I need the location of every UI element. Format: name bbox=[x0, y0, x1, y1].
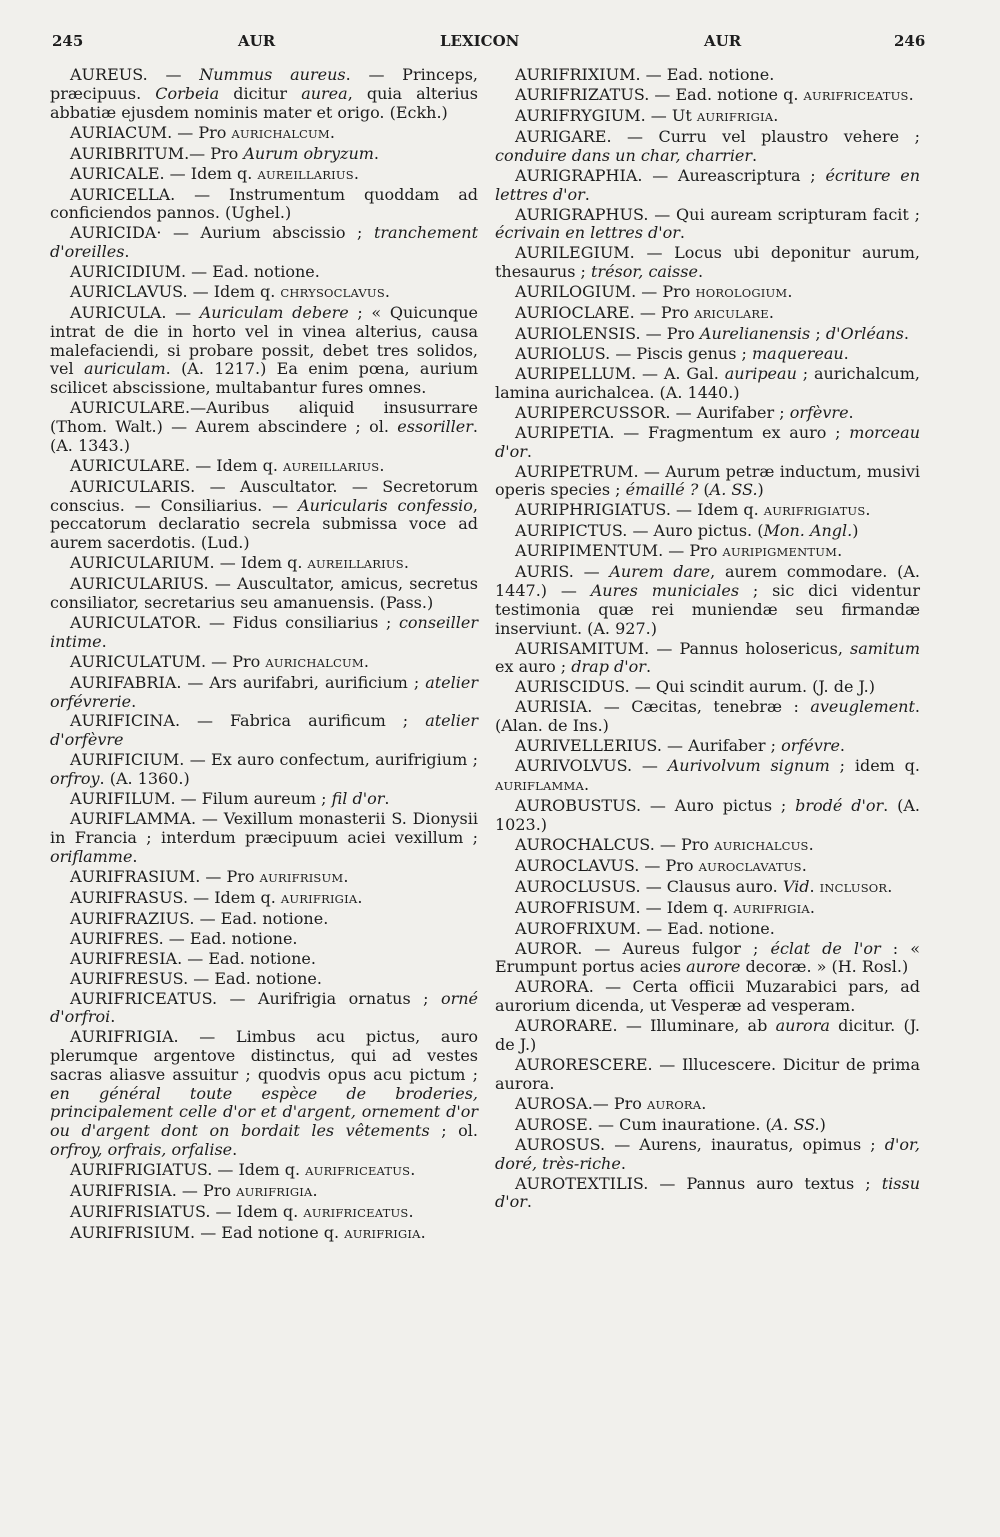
dictionary-entry: AURISIA. — Cæcitas, tenebræ : aveuglement. (Alan. de Ins.) bbox=[495, 697, 920, 736]
dictionary-entry: AURICULARIUM. — Idem q. AUREILLARIUS. bbox=[70, 553, 409, 573]
dictionary-entry: AURICULARE.—Auribus aliquid insusurrare (Thom. Walt.) — Aurem abscindere ; ol. essoriller. (A. 1343.) bbox=[50, 398, 478, 455]
dictionary-entry: AURISAMITUM. — Pannus holosericus, samitum ex auro ; drap d'or. bbox=[495, 638, 920, 677]
dictionary-entry: AURIFRIXIUM. — Ead. notione. bbox=[515, 65, 775, 84]
dictionary-entry: AURILOGIUM. — Pro HOROLOGIUM. bbox=[515, 282, 793, 302]
dictionary-entry: AURIFRISIUM. — Ead notione q. AURIFRIGIA. bbox=[70, 1223, 426, 1243]
dictionary-entry: AURIFABRIA. — Ars aurifabri, aurificium ; atelier orfévrerie. bbox=[50, 672, 478, 711]
left-column bbox=[50, 66, 478, 1245]
dictionary-entry: AUROCLAVUS. — Pro AUROCLAVATUS. bbox=[515, 855, 807, 875]
dictionary-entry: AURORARE. — Illuminare, ab aurora dicitur. (J. de J.) bbox=[495, 1016, 921, 1055]
dictionary-entry: AUROSUS. — Aurens, inauratus, opimus ; d'or, doré, très-riche. bbox=[495, 1134, 920, 1173]
dictionary-entry: AURICULARIUS. — Auscultator, amicus, secretus consiliator, secretarius seu amanuensis. (Pass.) bbox=[50, 574, 478, 612]
guide-word-right: AUR bbox=[704, 32, 742, 50]
dictionary-entry: AURIPETIA. — Fragmentum ex auro ; morceau d'or. bbox=[495, 422, 920, 461]
dictionary-entry: AURICULATUM. — Pro AURICHALCUM. bbox=[70, 651, 369, 671]
dictionary-entry: AURIBRITUM.— Pro Aurum obryzum. bbox=[70, 143, 380, 163]
dictionary-entry: AURIFRISIATUS. — Idem q. AURIFRICEATUS. bbox=[70, 1202, 414, 1222]
dictionary-entry: AURIOCLARE. — Pro ARICULARE. bbox=[515, 303, 774, 323]
dictionary-entry: AUROFRIXUM. — Ead. notione. bbox=[515, 918, 775, 938]
dictionary-entry: AURIFICINA. — Fabrica aurificum ; atelier d'orfèvre bbox=[50, 711, 478, 750]
dictionary-entry: AURICIDA· — Aurium abscissio ; tranchement d'oreilles. bbox=[50, 223, 478, 262]
dictionary-entry: AURISCIDUS. — Qui scindit aurum. (J. de J.) bbox=[515, 677, 876, 697]
dictionary-entry: AURIGRAPHUS. — Qui auream scripturam facit ; écrivain en lettres d'or. bbox=[495, 204, 920, 243]
dictionary-entry: AURICALE. — Idem q. AUREILLARIUS. bbox=[70, 163, 359, 183]
dictionary-entry: AUREUS. — Nummus aureus. — Princeps, præcipuus. Corbeia dicitur aurea, quia alterius abbatiæ ejusdem nominis mater et origo. (Eckh.) bbox=[50, 65, 479, 122]
dictionary-entry: AURIPICTUS. — Auro pictus. (Mon. Angl.) bbox=[515, 521, 859, 541]
right-column bbox=[495, 66, 920, 1213]
dictionary-entry: AURIVELLERIUS. — Aurifaber ; orfévre. bbox=[515, 736, 845, 756]
page-number-left: 245 bbox=[52, 32, 84, 50]
dictionary-entry: AURIFRASIUM. — Pro AURIFRISUM. bbox=[70, 866, 349, 886]
dictionary-entry: AURIOLENSIS. — Pro Aurelianensis ; d'Orléans. bbox=[515, 324, 909, 344]
dictionary-entry: AURIS. — Aurem dare, aurem commodare. (A. 1447.) — Aures municiales ; sic dici videntur testimonia quæ rei muniendæ seu firmandæ inserviunt. (A. 927.) bbox=[495, 562, 921, 638]
dictionary-entry: AURICULA. — Auriculam debere ; « Quicunque intrat de die in horto vel in vinea alterius, causa malefaciendi, si probare possit, debet tres solidos, vel auriculam. (A. 1217.) Ea enim pœna, aurium scilicet abscissione, multabantur fures omnes. bbox=[50, 303, 479, 398]
dictionary-entry: AURIFRAZIUS. — Ead. notione. bbox=[70, 908, 329, 928]
dictionary-entry: AURIFRIGIATUS. — Idem q. AURIFRICEATUS. bbox=[70, 1160, 416, 1180]
dictionary-entry: AURIFRISIA. — Pro AURIFRIGIA. bbox=[70, 1181, 318, 1201]
dictionary-entry: AUROSE. — Cum inauratione. (A. SS.) bbox=[515, 1114, 826, 1134]
dictionary-entry: AURIOLUS. — Piscis genus ; maquereau. bbox=[515, 344, 849, 364]
running-title: LEXICON bbox=[440, 32, 520, 50]
dictionary-entry: AUROFRISUM. — Idem q. AURIFRIGIA. bbox=[515, 897, 815, 917]
dictionary-entry: AURIFICIUM. — Ex auro confectum, aurifrigium ; orfroy. (A. 1360.) bbox=[50, 750, 478, 789]
dictionary-entry: AUROCHALCUS. — Pro AURICHALCUS. bbox=[515, 834, 814, 854]
dictionary-entry: AURICULARE. — Idem q. AUREILLARIUS. bbox=[70, 455, 385, 475]
dictionary-entry: AURILEGIUM. — Locus ubi deponitur aurum, thesaurus ; trésor, caisse. bbox=[495, 243, 920, 282]
dictionary-entry: AURIFRICEATUS. — Aurifrigia ornatus ; orné d'orfroi. bbox=[50, 988, 478, 1027]
dictionary-entry: AURIFRIZATUS. — Ead. notione q. AURIFRICEATUS. bbox=[515, 84, 914, 104]
dictionary-entry: AURIFLAMMA. — Vexillum monasterii S. Dionysii in Francia ; interdum præcipuum aciei vexillum ; oriflamme. bbox=[50, 809, 478, 866]
dictionary-entry: AURIGRAPHIA. — Aureascriptura ; écriture en lettres d'or. bbox=[495, 165, 920, 204]
dictionary-entry: AURICLAVUS. — Idem q. CHRYSOCLAVUS. bbox=[70, 282, 390, 302]
dictionary-entry: AURICULATOR. — Fidus consiliarius ; conseiller intime. bbox=[50, 612, 478, 651]
dictionary-entry: AURICELLA. — Instrumentum quoddam ad conficiendos pannos. (Ughel.) bbox=[50, 184, 478, 223]
dictionary-entry: AUROTEXTILIS. — Pannus auro textus ; tissu d'or. bbox=[495, 1173, 920, 1212]
dictionary-entry: AUROSA.— Pro AURORA. bbox=[515, 1093, 707, 1113]
dictionary-entry: AURIFRIGIA. — Limbus acu pictus, auro plerumque argentove distinctus, qui ad vestes sacras aliasve assuitur ; quodvis opus acu pictum ; en général toute espèce de broderies, principalement celle d'or et d'argent, ornement d'or ou d'argent dont on bordait les vêtements ; ol. orfroy, orfrais, orfalise. bbox=[50, 1027, 478, 1160]
dictionary-entry: AURICIDIUM. — Ead. notione. bbox=[70, 262, 320, 282]
guide-word-left: AUR bbox=[238, 32, 276, 50]
dictionary-entry: AURIFRESIA. — Ead. notione. bbox=[70, 948, 316, 968]
dictionary-entry: AUROR. — Aureus fulgor ; éclat de l'or : « Erumpunt portus acies aurore decoræ. » (H. Rosl.) bbox=[495, 938, 921, 977]
dictionary-entry: AURIACUM. — Pro AURICHALCUM. bbox=[70, 122, 335, 142]
dictionary-entry: AURIPIMENTUM. — Pro AURIPIGMENTUM. bbox=[515, 541, 843, 561]
dictionary-entry: AURICULARIS. — Auscultator. — Secretorum conscius. — Consiliarius. — Auricularis confessio, peccatorum declaratio secrela submissa voce ad aurem sacerdotis. (Lud.) bbox=[50, 476, 479, 553]
dictionary-entry: AURIFILUM. — Filum aureum ; fil d'or. bbox=[70, 789, 390, 809]
dictionary-entry: AURORA. — Certa officii Muzarabici pars, ad aurorium dicenda, ut Vesperæ ad vesperam. bbox=[495, 977, 920, 1016]
dictionary-entry: AURIPERCUSSOR. — Aurifaber ; orfèvre. bbox=[515, 402, 854, 422]
dictionary-entry: AURIFRASUS. — Idem q. AURIFRIGIA. bbox=[70, 887, 363, 907]
dictionary-entry: AURIVOLVUS. — Aurivolvum signum ; idem q. AURIFLAMMA. bbox=[495, 756, 920, 794]
dictionary-entry: AURIFRES. — Ead. notione. bbox=[70, 928, 298, 948]
dictionary-entry: AURIGARE. — Curru vel plaustro vehere ; conduire dans un char, charrier. bbox=[495, 126, 920, 165]
page-header bbox=[52, 32, 926, 60]
dictionary-entry: AURIPETRUM. — Aurum petræ inductum, musivi operis species ; émaillé ? (A. SS.) bbox=[495, 461, 920, 500]
dictionary-entry: AURORESCERE. — Illucescere. Dicitur de prima aurora. bbox=[495, 1055, 920, 1093]
dictionary-entry: AURIFRESUS. — Ead. notione. bbox=[70, 968, 322, 988]
dictionary-entry: AUROCLUSUS. — Clausus auro. Vid. INCLUSOR. bbox=[515, 876, 893, 896]
dictionary-entry: AUROBUSTUS. — Auro pictus ; brodé d'or. (A. 1023.) bbox=[495, 795, 921, 834]
page-number-right: 246 bbox=[894, 32, 926, 50]
dictionary-entry: AURIPELLUM. — A. Gal. auripeau ; aurichalcum, lamina aurichalcea. (A. 1440.) bbox=[495, 364, 920, 402]
dictionary-entry: AURIFRYGIUM. — Ut AURIFRIGIA. bbox=[515, 105, 779, 125]
dictionary-entry: AURIPHRIGIATUS. — Idem q. AURIFRIGIATUS. bbox=[515, 500, 871, 520]
